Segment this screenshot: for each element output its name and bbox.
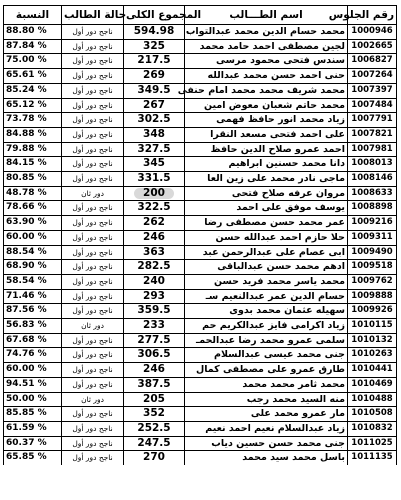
status-cell: دور ثان bbox=[62, 392, 124, 407]
name-cell: طارق عمرو على مصطفى كمال bbox=[185, 363, 348, 378]
seat-cell: 1009490 bbox=[348, 245, 397, 260]
name-cell: ادهم محمد حسن عبدالباقى bbox=[185, 260, 348, 275]
percent-cell: 68.90 % bbox=[4, 260, 62, 275]
status-cell: ناجح دور أول bbox=[62, 304, 124, 319]
status-cell: ناجح دور أول bbox=[62, 201, 124, 216]
seat-cell: 1009216 bbox=[348, 216, 397, 231]
table-row bbox=[4, 348, 397, 363]
total-cell: 269 bbox=[124, 69, 185, 84]
status-cell: ناجح دور أول bbox=[62, 274, 124, 289]
name-cell: محمد شريف محمد محمد امام حنفى bbox=[185, 83, 348, 98]
total-cell: 277.5 bbox=[124, 333, 185, 348]
total-cell: 352 bbox=[124, 407, 185, 422]
percent-cell: 88.80 % bbox=[4, 25, 62, 40]
percent-header: النسبة bbox=[4, 6, 62, 25]
table-row bbox=[4, 25, 397, 40]
table-row bbox=[4, 289, 397, 304]
table-row bbox=[4, 377, 397, 392]
status-cell: دور ثان bbox=[62, 186, 124, 201]
results-table bbox=[3, 5, 397, 465]
seat-cell: 1010263 bbox=[348, 348, 397, 363]
name-cell: سهيله عثمان محمد بدوى bbox=[185, 304, 348, 319]
percent-cell: 74.76 % bbox=[4, 348, 62, 363]
seat-cell: 1009518 bbox=[348, 260, 397, 275]
percent-cell: 60.00 % bbox=[4, 230, 62, 245]
status-header: حالة الطالب bbox=[62, 6, 124, 25]
total-cell: 363 bbox=[124, 245, 185, 260]
total-cell: 233 bbox=[124, 319, 185, 334]
name-cell: منه السيد محمد رجب bbox=[185, 392, 348, 407]
total-cell: 217.5 bbox=[124, 54, 185, 69]
seat-cell: 1010508 bbox=[348, 407, 397, 422]
total-highlight-badge: 200 bbox=[134, 188, 174, 199]
table-row bbox=[4, 260, 397, 275]
status-cell: ناجح دور أول bbox=[62, 363, 124, 378]
name-cell: عمر محمد حسن مصطفى رضا bbox=[185, 216, 348, 231]
total-cell: 282.5 bbox=[124, 260, 185, 275]
total-cell: 349.5 bbox=[124, 83, 185, 98]
name-cell: محمد حاتم شعبان معوض امين bbox=[185, 98, 348, 113]
total-cell: 306.5 bbox=[124, 348, 185, 363]
table-row bbox=[4, 83, 397, 98]
name-cell: يوسف موفق على احمد bbox=[185, 201, 348, 216]
name-cell: دانا محمد حسنين ابراهيم bbox=[185, 157, 348, 172]
name-cell: ابى عصام على عبدالرحمن عبد bbox=[185, 245, 348, 260]
table-row bbox=[4, 274, 397, 289]
table-row bbox=[4, 142, 397, 157]
name-cell: لجين مصطفى احمد حامد محمد bbox=[185, 39, 348, 54]
name-cell: محمد ثامر محمد محمد bbox=[185, 377, 348, 392]
percent-cell: 94.51 % bbox=[4, 377, 62, 392]
percent-cell: 73.78 % bbox=[4, 113, 62, 128]
status-cell: ناجح دور أول bbox=[62, 54, 124, 69]
total-cell: 345 bbox=[124, 157, 185, 172]
percent-cell: 60.00 % bbox=[4, 363, 62, 378]
percent-cell: 78.66 % bbox=[4, 201, 62, 216]
table-row bbox=[4, 172, 397, 187]
percent-cell: 71.46 % bbox=[4, 289, 62, 304]
seat-cell: 1008146 bbox=[348, 172, 397, 187]
seat-cell: 1002665 bbox=[348, 39, 397, 54]
total-cell: 267 bbox=[124, 98, 185, 113]
percent-cell: 67.68 % bbox=[4, 333, 62, 348]
percent-cell: 65.12 % bbox=[4, 98, 62, 113]
seat-cell: 1010441 bbox=[348, 363, 397, 378]
total-cell: 302.5 bbox=[124, 113, 185, 128]
table-row bbox=[4, 436, 397, 451]
name-cell: احمد عمرو صلاح الدين حافظ bbox=[185, 142, 348, 157]
percent-cell: 75.00 % bbox=[4, 54, 62, 69]
status-cell: ناجح دور أول bbox=[62, 407, 124, 422]
name-cell: زياد محمد انور حافظ فهمى bbox=[185, 113, 348, 128]
seat-cell: 1010832 bbox=[348, 421, 397, 436]
status-cell: ناجح دور أول bbox=[62, 142, 124, 157]
seat-cell: 1010132 bbox=[348, 333, 397, 348]
status-cell: ناجح دور أول bbox=[62, 157, 124, 172]
seat-cell: 1009888 bbox=[348, 289, 397, 304]
table-row bbox=[4, 157, 397, 172]
table-row bbox=[4, 392, 397, 407]
percent-cell: 79.88 % bbox=[4, 142, 62, 157]
table-row bbox=[4, 69, 397, 84]
status-cell: ناجح دور أول bbox=[62, 289, 124, 304]
status-cell: ناجح دور أول bbox=[62, 333, 124, 348]
percent-cell: 65.61 % bbox=[4, 69, 62, 84]
table-row bbox=[4, 54, 397, 69]
table-row bbox=[4, 98, 397, 113]
percent-cell: 63.90 % bbox=[4, 216, 62, 231]
status-cell: ناجح دور أول bbox=[62, 436, 124, 451]
seat-cell: 1006827 bbox=[348, 54, 397, 69]
total-cell: 327.5 bbox=[124, 142, 185, 157]
name-cell: محمد ياسر محمد فريد حسن bbox=[185, 274, 348, 289]
name-cell: حنى احمد حسن محمد عبدالله bbox=[185, 69, 348, 84]
name-cell: حلا حازم احمد عبدالله حسن bbox=[185, 230, 348, 245]
name-cell: جنى محمد عيسى عبدالسلام bbox=[185, 348, 348, 363]
table-row bbox=[4, 451, 397, 465]
total-cell: 205 bbox=[124, 392, 185, 407]
seat-cell: 1000946 bbox=[348, 25, 397, 40]
name-cell: محمد حسام الدين محمد عبدالتواب bbox=[185, 25, 348, 40]
name-cell: على احمد فتحى مسعد النقرا bbox=[185, 127, 348, 142]
percent-cell: 85.24 % bbox=[4, 83, 62, 98]
percent-cell: 65.85 % bbox=[4, 451, 62, 465]
total-cell: 387.5 bbox=[124, 377, 185, 392]
results-body bbox=[4, 25, 397, 466]
seat-cell: 1009926 bbox=[348, 304, 397, 319]
table-row bbox=[4, 333, 397, 348]
total-cell: 247.5 bbox=[124, 436, 185, 451]
name-cell: جنى محمد حسن حسين دياب bbox=[185, 436, 348, 451]
total-cell: 246 bbox=[124, 363, 185, 378]
name-cell: سندس فتحى محمود مرسى bbox=[185, 54, 348, 69]
table-row bbox=[4, 407, 397, 422]
total-cell: 331.5 bbox=[124, 172, 185, 187]
total-cell bbox=[124, 186, 185, 201]
percent-cell: 60.37 % bbox=[4, 436, 62, 451]
total-cell: 240 bbox=[124, 274, 185, 289]
status-cell: ناجح دور أول bbox=[62, 39, 124, 54]
table-row bbox=[4, 127, 397, 142]
percent-cell: 48.78 % bbox=[4, 186, 62, 201]
status-cell: ناجح دور أول bbox=[62, 127, 124, 142]
status-cell: ناجح دور أول bbox=[62, 421, 124, 436]
seat-cell: 1009311 bbox=[348, 230, 397, 245]
status-cell: ناجح دور أول bbox=[62, 25, 124, 40]
percent-cell: 56.83 % bbox=[4, 319, 62, 334]
table-row bbox=[4, 304, 397, 319]
name-cell: ماجى نادر محمد على زين العا bbox=[185, 172, 348, 187]
table-row bbox=[4, 186, 397, 201]
table-row bbox=[4, 245, 397, 260]
seat-cell: 1007264 bbox=[348, 69, 397, 84]
table-row bbox=[4, 216, 397, 231]
seat-cell: 1007484 bbox=[348, 98, 397, 113]
name-header: اسم الطـــالب bbox=[185, 6, 348, 25]
name-cell: مار عمرو محمد على bbox=[185, 407, 348, 422]
header-row bbox=[4, 6, 397, 25]
name-cell: مروان عرفه صلاح فتحى bbox=[185, 186, 348, 201]
total-cell: 325 bbox=[124, 39, 185, 54]
name-cell: حسام الدين عمر عبدالنعيم سـ bbox=[185, 289, 348, 304]
seat-cell: 1008633 bbox=[348, 186, 397, 201]
total-cell: 594.98 bbox=[124, 25, 185, 40]
seat-cell: 1007791 bbox=[348, 113, 397, 128]
percent-cell: 84.88 % bbox=[4, 127, 62, 142]
status-cell: ناجح دور أول bbox=[62, 377, 124, 392]
status-cell: دور ثان bbox=[62, 319, 124, 334]
table-row bbox=[4, 201, 397, 216]
name-cell: باسل محمد سيد محمد bbox=[185, 451, 348, 465]
seat-cell: 1010488 bbox=[348, 392, 397, 407]
percent-cell: 87.56 % bbox=[4, 304, 62, 319]
percent-cell: 85.85 % bbox=[4, 407, 62, 422]
status-cell: ناجح دور أول bbox=[62, 113, 124, 128]
total-cell: 348 bbox=[124, 127, 185, 142]
status-cell: ناجح دور أول bbox=[62, 348, 124, 363]
seat-cell: 1010115 bbox=[348, 319, 397, 334]
table-row bbox=[4, 319, 397, 334]
seat-cell: 1011025 bbox=[348, 436, 397, 451]
seat-cell: 1007981 bbox=[348, 142, 397, 157]
status-cell: ناجح دور أول bbox=[62, 69, 124, 84]
status-cell: ناجح دور أول bbox=[62, 83, 124, 98]
status-cell: ناجح دور أول bbox=[62, 98, 124, 113]
status-cell: ناجح دور أول bbox=[62, 260, 124, 275]
seat-cell: 1007397 bbox=[348, 83, 397, 98]
name-cell: سلمى عمرو محمد رضا عبدالحمـ bbox=[185, 333, 348, 348]
percent-cell: 84.15 % bbox=[4, 157, 62, 172]
total-cell: 262 bbox=[124, 216, 185, 231]
seat-cell: 1008898 bbox=[348, 201, 397, 216]
status-cell: ناجح دور أول bbox=[62, 172, 124, 187]
table-row bbox=[4, 39, 397, 54]
status-cell: ناجح دور أول bbox=[62, 230, 124, 245]
table-row bbox=[4, 421, 397, 436]
total-cell: 252.5 bbox=[124, 421, 185, 436]
total-cell: 359.5 bbox=[124, 304, 185, 319]
percent-cell: 50.00 % bbox=[4, 392, 62, 407]
seat-header: رقم الجلوس bbox=[348, 6, 397, 25]
total-cell: 270 bbox=[124, 451, 185, 465]
percent-cell: 87.84 % bbox=[4, 39, 62, 54]
total-cell: 293 bbox=[124, 289, 185, 304]
seat-cell: 1007821 bbox=[348, 127, 397, 142]
name-cell: زياد اكرامى فايز عبدالكريم حم bbox=[185, 319, 348, 334]
seat-cell: 1010469 bbox=[348, 377, 397, 392]
seat-cell: 1009762 bbox=[348, 274, 397, 289]
table-row bbox=[4, 230, 397, 245]
total-header: المجموع الكلى bbox=[124, 6, 185, 25]
status-cell: ناجح دور أول bbox=[62, 451, 124, 465]
percent-cell: 58.54 % bbox=[4, 274, 62, 289]
table-row bbox=[4, 113, 397, 128]
seat-cell: 1011135 bbox=[348, 451, 397, 465]
total-cell: 322.5 bbox=[124, 201, 185, 216]
percent-cell: 88.54 % bbox=[4, 245, 62, 260]
table-row bbox=[4, 363, 397, 378]
status-cell: ناجح دور أول bbox=[62, 245, 124, 260]
total-cell: 246 bbox=[124, 230, 185, 245]
seat-cell: 1008013 bbox=[348, 157, 397, 172]
status-cell: ناجح دور أول bbox=[62, 216, 124, 231]
percent-cell: 80.85 % bbox=[4, 172, 62, 187]
percent-cell: 61.59 % bbox=[4, 421, 62, 436]
name-cell: زياد عبدالسلام نعيم احمد نعيم bbox=[185, 421, 348, 436]
